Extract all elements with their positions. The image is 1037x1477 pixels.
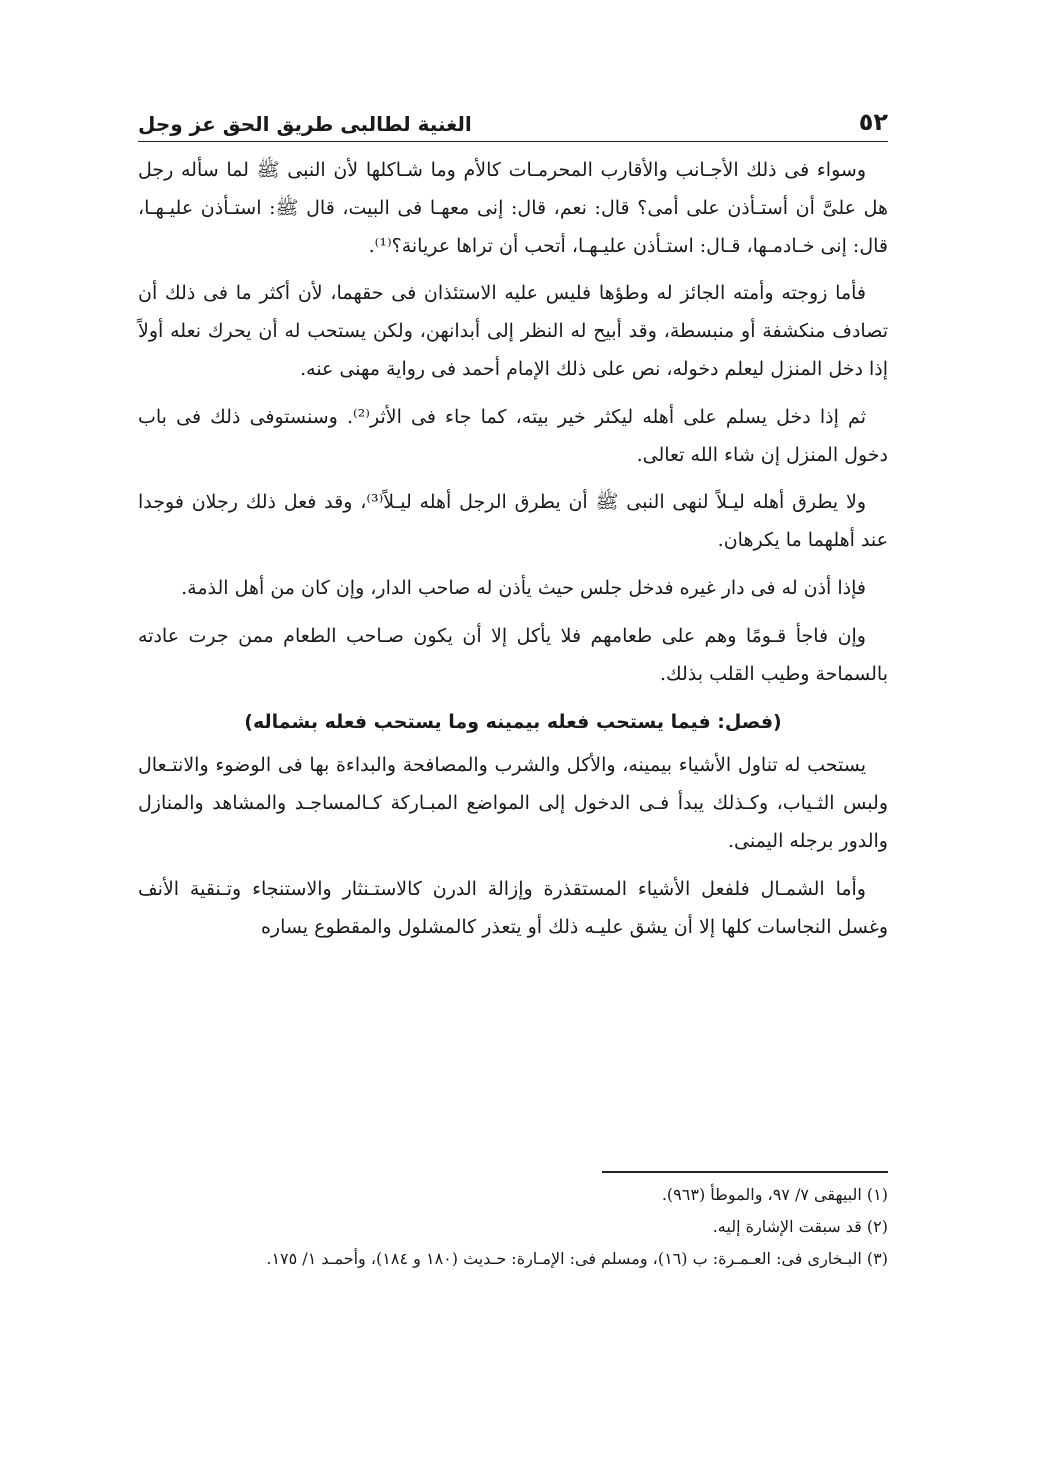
paragraph: وإن فاجأ قـومًا وهم على طعامهم فلا يأكل إلا أن يكون صـاحب الطعام ممن جرت عادته بالسماحة وطيب القلب بذلك. <box>138 624 888 685</box>
footnotes <box>138 1179 888 1275</box>
page-header <box>138 94 888 134</box>
paragraph: ثم إذا دخل يسلم على أهله ليكثر خير بيته، كما جاء فى الأثر⁽²⁾. وسنستوفى ذلك فى باب دخول المنزل إن شاء الله تعالى. <box>138 405 888 466</box>
paragraph: يستحب له تناول الأشياء بيمينه، والأكل والشرب والمصافحة والبداءة بها فى الوضوء والانتـعال ولبس الثـياب، وكـذلك يبدأ فـى الدخول إلى المواضع المبـاركة كـالمساجـد والمشاهد والمنازل والدور برجله اليمنى. <box>138 754 888 852</box>
footnote: (٢) قد سبقت الإشارة إليه. <box>712 1217 888 1236</box>
footnote: (١) البيهقى ٧/ ٩٧، والموطأ (٩٦٣). <box>661 1185 888 1204</box>
paragraph: وسواء فى ذلك الأجـانب والأقارب المحرمـات كالأم وما شـاكلها لأن النبى ﷺ لما سأله رجل هل علىَّ أن أستـأذن على أمى؟ قال: نعم، قال: إنى معهـا فى البيت، قال ﷺ: استـأذن عليـهـا، قال: إنى خـادمـها، قـال: استـأذن عليـهـا، أتحب أن تراها عريانة؟⁽¹⁾. <box>138 159 888 257</box>
paragraph: ولا يطرق أهله ليـلاً لنهى النبى ﷺ أن يطرق الرجل أهله ليـلاً⁽³⁾، وقد فعل ذلك رجلان فوجدا عند أهلهما ما يكرهان. <box>138 491 888 552</box>
footnote-divider <box>602 1171 888 1173</box>
main-text <box>138 152 888 956</box>
paragraph: وأما الشمـال فلفعل الأشياء المستقذرة وإزالة الدرن كالاستـنثار والاستنجاء وتـنقية الأنف وغسل النجاسات كلها إلا أن يشق عليـه ذلك أو يتعذر كالمشلول والمقطوع يساره <box>138 877 888 938</box>
paragraph: فأما زوجته وأمته الجائز له وطؤها فليس عليه الاستئذان فى حقهما، لأن أكثر ما فى ذلك أن تصادف منكشفة أو منبسطة، وقد أبيح له النظر إلى أبدانهن، ولكن يستحب له أن يحرك نعله أولاً إذا دخل المنزل ليعلم دخوله، نص على ذلك الإمام أحمد فى رواية مهنى عنه. <box>138 282 888 380</box>
paragraph: فإذا أذن له فى دار غيره فدخل جلس حيث يأذن له صاحب الدار، وإن كان من أهل الذمة. <box>181 576 866 599</box>
header-divider <box>138 141 888 142</box>
page-number: ٥٢ <box>858 108 888 136</box>
running-title: الغنية لطالبى طريق الحق عز وجل <box>138 112 472 136</box>
footnote: (٣) البـخارى فى: العـمـرة: ب (١٦)، ومسلم فى: الإمـارة: حـديث (١٨٠ و ١٨٤)، وأحمـد ١/ ١٧٥. <box>266 1249 888 1268</box>
section-heading: (فصل: فيما يستحب فعله بيمينه وما يستحب فعله بشماله) <box>244 711 782 734</box>
